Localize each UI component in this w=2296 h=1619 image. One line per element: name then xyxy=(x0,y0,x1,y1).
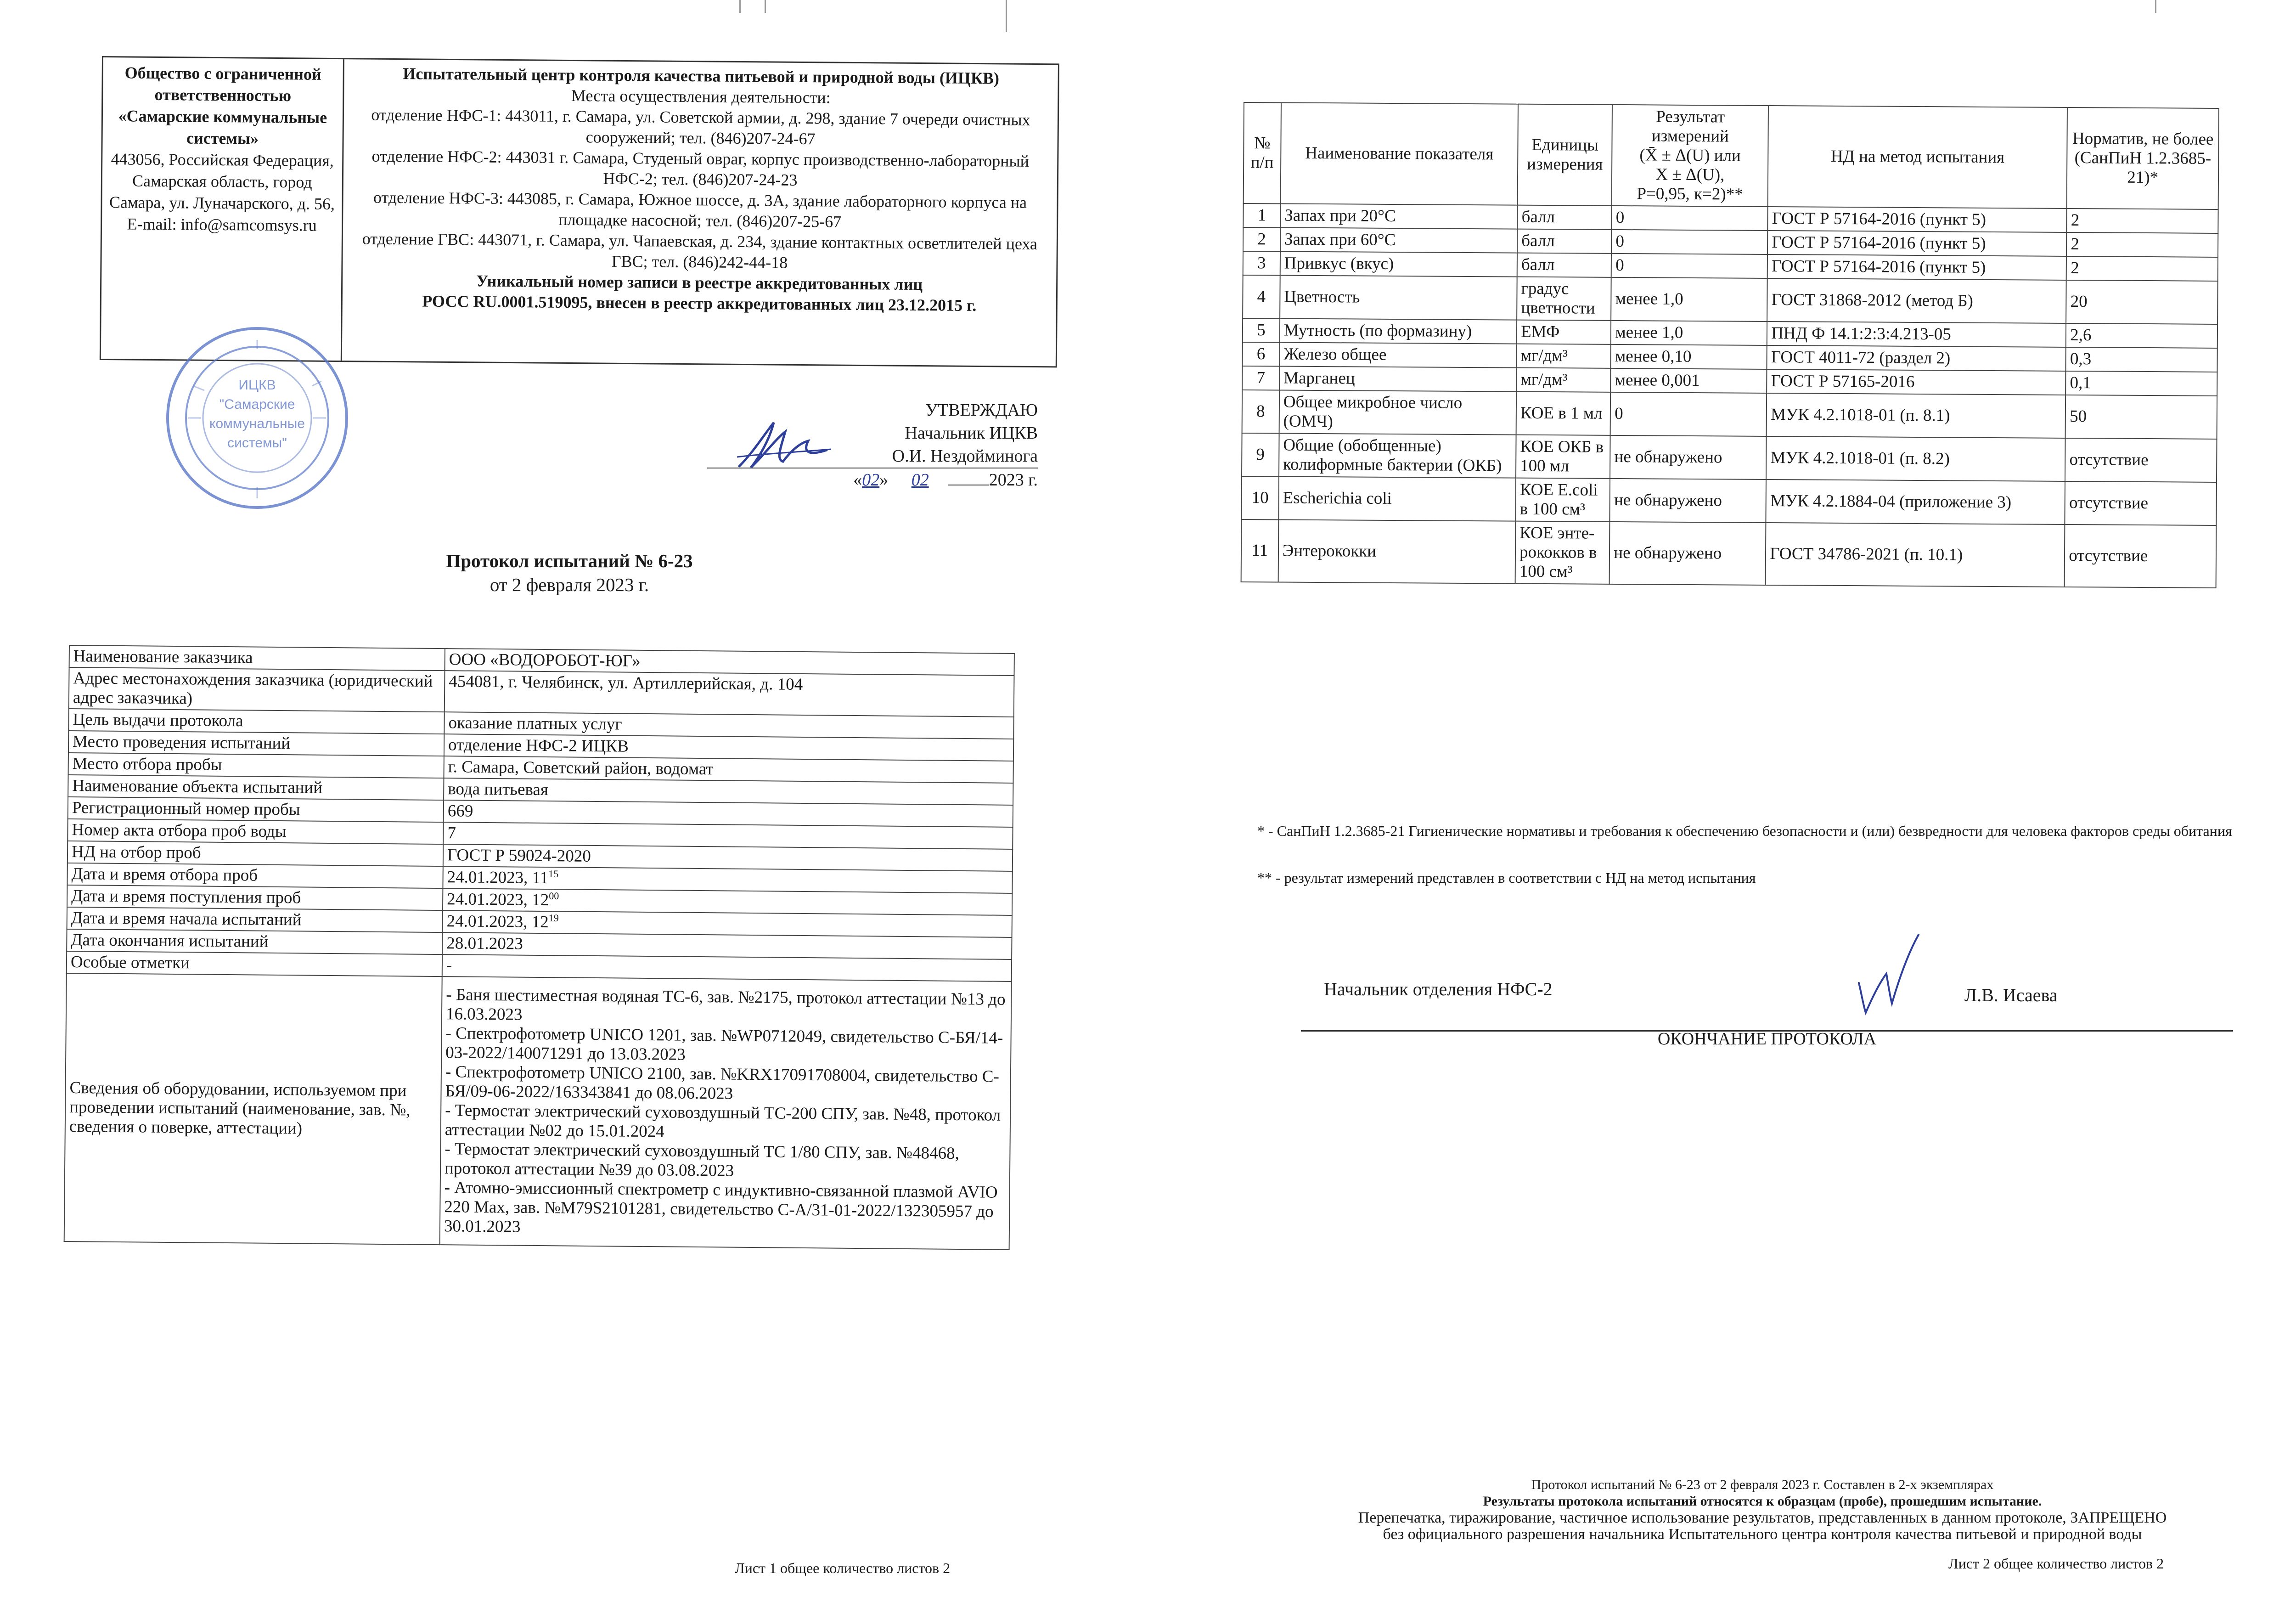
footer-copies: Протокол испытаний № 6-23 от 2 февраля 2023 г. Составлен в 2-х экземплярах xyxy=(1531,1477,1994,1492)
info-key: НД на отбор проб xyxy=(68,841,443,866)
indicator-name: Железо общее xyxy=(1279,342,1517,367)
places-title: Места осуществления деятельности: xyxy=(571,86,831,107)
row-number: 3 xyxy=(1243,251,1280,275)
organization-email: E-mail: info@samcomsys.ru xyxy=(127,214,317,235)
result: 0 xyxy=(1612,206,1768,231)
test-method: ГОСТ Р 57165-2016 xyxy=(1767,369,2065,395)
indicator-name: Привкус (вкус) xyxy=(1280,251,1518,276)
unit: КОЕ энте-рококков в 100 см³ xyxy=(1515,521,1610,584)
footnote-sanpin: * - СанПиН 1.2.3685-21 Гигиенические нормативы и требования к обеспечению безопасности и (или) безвредности для человека факторов среды обитания xyxy=(1257,823,2232,839)
equipment-list xyxy=(440,976,1012,1250)
info-value-minutes: 15 xyxy=(548,868,559,880)
approval-year: 2023 г. xyxy=(989,470,1038,490)
scan-edge-mark xyxy=(739,0,741,13)
result: менее 0,10 xyxy=(1611,344,1767,369)
test-center-name: Испытательный центр контроля качества питьевой и природной воды (ИЦКВ) xyxy=(403,64,1000,88)
footer-prohibition: Перепечатка, тиражирование, частичное использование результатов, представленных в данном протоколе, ЗАПРЕЩЕНО xyxy=(1358,1509,2167,1526)
equipment-item: - Термостат электрический суховоздушный ТС 1/80 СПУ, зав. №48468, протокол аттестации №39 до 03.08.2023 xyxy=(444,1140,960,1180)
info-key: Место проведения испытаний xyxy=(68,731,444,756)
unit: КОЕ в 1 мл xyxy=(1516,392,1611,435)
indicator-name: Мутность (по формазину) xyxy=(1280,318,1517,344)
test-method: ГОСТ 31868-2012 (метод Б) xyxy=(1767,278,2066,323)
approval-position: Начальник ИЦКВ xyxy=(905,423,1038,443)
result-row xyxy=(1241,519,2217,588)
indicator-name: Энтерококки xyxy=(1278,519,1515,583)
row-number: 5 xyxy=(1243,318,1280,342)
approval-word: УТВЕРЖДАЮ xyxy=(925,401,1038,420)
unit: балл xyxy=(1517,253,1612,277)
row-number: 11 xyxy=(1241,519,1279,582)
info-key: Номер акта отбора проб воды xyxy=(68,819,443,844)
test-method: МУК 4.2.1018-01 (п. 8.2) xyxy=(1766,436,2065,481)
norm-value: отсутствие xyxy=(2065,438,2217,482)
result-row xyxy=(1241,476,2217,525)
info-key: Особые отметки xyxy=(67,951,442,976)
info-value-text: 24.01.2023, 12 xyxy=(447,890,549,910)
info-value-text: отделение НФС-2 ИЦКВ xyxy=(448,735,629,756)
footer-results-note: Результаты протокола испытаний относятся к образцам (пробе), прошедшим испытание. xyxy=(1483,1494,2042,1509)
letterhead-block xyxy=(100,56,1059,367)
info-value-text: 28.01.2023 xyxy=(446,934,523,953)
info-value-text: оказание платных услуг xyxy=(448,713,622,734)
row-number: 8 xyxy=(1242,390,1279,433)
indicator-name: Цветность xyxy=(1280,275,1517,320)
unit: ЕМФ xyxy=(1517,320,1611,344)
result: менее 1,0 xyxy=(1611,321,1767,345)
test-method: ПНД Ф 14.1:2:3:4.213-05 xyxy=(1767,322,2066,347)
unit: мг/дм³ xyxy=(1516,368,1611,392)
norm-value: отсутствие xyxy=(2065,481,2217,525)
row-number: 6 xyxy=(1242,342,1279,366)
approval-person: О.И. Нездойминога xyxy=(707,445,1038,468)
col-method: НД на метод испытания xyxy=(1768,106,2067,209)
info-key: Дата окончания испытаний xyxy=(67,929,442,954)
sign-position: Начальник отделения НФС-2 xyxy=(1324,979,1553,999)
test-method: ГОСТ Р 57164-2016 (пункт 5) xyxy=(1767,254,2066,280)
info-value-text: 7 xyxy=(447,824,456,843)
norm-value: 2,6 xyxy=(2066,323,2217,348)
stamp-line-4: системы" xyxy=(227,435,287,451)
unit: КОЕ ОКБ в 100 мл xyxy=(1516,435,1610,479)
row-number: 10 xyxy=(1241,476,1278,519)
indicator-name: Escherichia coli xyxy=(1278,476,1516,521)
page-1-footer: Лист 1 общее количество листов 2 xyxy=(735,1560,951,1576)
result: 0 xyxy=(1610,392,1767,436)
signature-head-of-department xyxy=(1840,928,1928,1020)
info-key: Наименование объекта испытаний xyxy=(68,775,444,800)
equipment-row xyxy=(64,973,1012,1250)
norm-value: 2 xyxy=(2067,209,2218,233)
scan-edge-mark xyxy=(765,0,766,13)
footer-permission: без официального разрешения начальника Испытательного центра контроля качества питьевой и природной воды xyxy=(1383,1526,2142,1543)
info-value-text: вода питьевая xyxy=(448,779,549,800)
result-row xyxy=(1243,275,2218,324)
signature-head-of-center xyxy=(730,413,836,478)
info-value-text: г. Самара, Советский район, водомат xyxy=(448,757,714,779)
row-number: 4 xyxy=(1243,275,1280,318)
indicator-name: Общее микробное число (ОМЧ) xyxy=(1279,390,1516,434)
equipment-label: Сведения об оборудовании, используемом при проведении испытаний (наименование, зав. №, сведения о поверке, аттестации) xyxy=(64,973,442,1245)
protocol-end: ОКОНЧАНИЕ ПРОТОКОЛА xyxy=(1657,1029,1877,1049)
info-value-text: ООО «ВОДОРОБОТ-ЮГ» xyxy=(449,650,641,671)
footnote-result: ** - результат измерений представлен в соответствии с НД на метод испытания xyxy=(1257,869,1756,886)
info-value-text: - xyxy=(446,956,452,975)
col-norm: Норматив, не более (СанПиН 1.2.3685-21)* xyxy=(2067,107,2219,209)
col-unit: Единицы измерения xyxy=(1518,104,1613,206)
info-key: Дата и время поступления проб xyxy=(67,885,443,910)
stamp-line-3: коммунальные xyxy=(209,416,305,431)
norm-value: 2 xyxy=(2066,256,2218,281)
test-method: ГОСТ Р 57164-2016 (пункт 5) xyxy=(1768,207,2067,232)
info-value-text: 24.01.2023, 11 xyxy=(447,868,549,888)
info-key: Цель выдачи протокола xyxy=(68,709,444,734)
row-number: 7 xyxy=(1242,366,1279,390)
registry-number: РОСС RU.0001.519095, внесен в реестр аккредитованных лиц 23.12.2015 г. xyxy=(422,292,977,315)
organization-cell xyxy=(101,57,344,361)
equipment-item: - Атомно-эмиссионный спектрометр с индуктивно-связанной плазмой AVIO 220 Max, зав. №M79S2101281, свидетельство С-А/31-01-2022/132305957 до 30.01.2023 xyxy=(444,1178,998,1236)
norm-value: 50 xyxy=(2065,395,2217,439)
info-key: Место отбора пробы xyxy=(68,753,444,778)
place-2: отделение НФС-2: 443031 г. Самара, Студеный овраг, корпус производственно-лабораторный НФС-2; тел. (846)207-24-23 xyxy=(371,147,1030,189)
indicator-name: Общие (обобщенные) колиформные бактерии (ОКБ) xyxy=(1279,433,1516,478)
norm-value: 0,1 xyxy=(2065,371,2217,396)
test-method: ГОСТ 34786-2021 (п. 10.1) xyxy=(1766,523,2065,587)
page-2-footer: Лист 2 общее количество листов 2 xyxy=(1948,1555,2164,1572)
organization-name: Общество с ограниченной ответственностью «Самарские коммунальные системы» xyxy=(118,63,327,148)
col-result: Результат измерений (X̄ ± Δ(U) или X ± Δ(U), P=0,95, к=2)** xyxy=(1612,105,1768,207)
unit: КОЕ E.coli в 100 см³ xyxy=(1516,478,1610,522)
info-key: Адрес местонахождения заказчика (юридический адрес заказчика) xyxy=(69,667,445,712)
approval-month: 02 xyxy=(911,470,929,490)
indicator-name: Запах при 60°С xyxy=(1280,227,1518,253)
info-key: Наименование заказчика xyxy=(69,645,445,671)
results-table xyxy=(1241,102,2219,588)
norm-value: 20 xyxy=(2066,280,2217,324)
row-number: 9 xyxy=(1242,433,1279,476)
test-method: ГОСТ Р 57164-2016 (пункт 5) xyxy=(1767,231,2066,256)
organization-address: 443056, Российская Федерация, Самарская область, город Самара, ул. Луначарского, д. 56, xyxy=(109,150,335,213)
info-value-minutes: 19 xyxy=(548,912,559,924)
indicator-name: Марганец xyxy=(1279,366,1517,391)
equipment-item: - Спектрофотометр UNICO 2100, зав. №KRX17091708004, свидетельство С-БЯ/09-06-2022/163343841 до 08.06.2023 xyxy=(445,1062,1000,1103)
protocol-page-2 xyxy=(1149,0,2296,1619)
info-value-text: ГОСТ Р 59024-2020 xyxy=(447,846,591,866)
result-row xyxy=(1242,433,2217,482)
equipment-item: - Термостат электрический суховоздушный ТС-200 СПУ, зав. №48, протокол аттестации №02 до 15.01.2024 xyxy=(445,1101,1001,1141)
indicator-name: Запах при 20°С xyxy=(1280,203,1518,229)
info-value-text: 24.01.2023, 12 xyxy=(446,912,549,932)
place-3: отделение НФС-3: 443085, г. Самара, Южное шоссе, д. 3А, здание лабораторного корпуса на площадке насосной; тел. (846)207-25-67 xyxy=(373,188,1027,231)
result: менее 0,001 xyxy=(1610,368,1767,393)
info-value-text: 669 xyxy=(447,801,473,821)
approval-day: 02 xyxy=(862,470,880,490)
test-center-cell xyxy=(342,59,1058,366)
info-value xyxy=(445,671,1014,717)
sample-info-table xyxy=(64,645,1015,1250)
equipment-item: - Спектрофотометр UNICO 1201, зав. №WP0712049, свидетельство С-БЯ/14-03-2022/140071291 до 13.03.2023 xyxy=(445,1024,1003,1064)
row-number: 1 xyxy=(1243,203,1280,227)
result-row xyxy=(1242,390,2217,439)
result: 0 xyxy=(1611,230,1767,254)
result: не обнаружено xyxy=(1609,522,1766,585)
scan-edge-mark xyxy=(1006,0,1007,32)
protocol-title xyxy=(367,549,771,597)
info-key: Регистрационный номер пробы xyxy=(68,797,444,822)
result: не обнаружено xyxy=(1610,479,1767,523)
unit: балл xyxy=(1517,205,1612,230)
info-value-minutes: 00 xyxy=(549,890,559,902)
equipment-item: - Баня шестиместная водяная ТС-6, зав. №2175, протокол аттестации №13 до 16.03.2023 xyxy=(445,985,1006,1024)
place-4: отделение ГВС: 443071, г. Самара, ул. Чапаевская, д. 234, здание контактных осветлителей цеха ГВС; тел. (846)242-44-18 xyxy=(362,229,1038,272)
approval-date: «02» 02 2023 г. xyxy=(707,468,1038,491)
result: 0 xyxy=(1611,254,1767,278)
info-value-text: 454081, г. Челябинск, ул. Артиллерийская, д. 104 xyxy=(449,672,803,694)
sign-person: Л.В. Исаева xyxy=(1964,985,2058,1005)
result: не обнаружено xyxy=(1610,435,1767,479)
norm-value: отсутствие xyxy=(2065,525,2217,588)
row-number: 2 xyxy=(1243,227,1280,251)
info-key: Дата и время начала испытаний xyxy=(67,907,443,932)
col-num: № п/п xyxy=(1244,102,1281,203)
stamp-line-2: "Самарские xyxy=(219,397,295,412)
unit: градус цветности xyxy=(1517,277,1611,321)
col-indicator: Наименование показателя xyxy=(1280,102,1518,205)
organization-stamp xyxy=(161,322,354,514)
test-method: МУК 4.2.1884-04 (приложение 3) xyxy=(1766,479,2065,525)
registry-title: Уникальный номер записи в реестре аккредитованных лиц xyxy=(476,271,923,294)
scan-edge-mark xyxy=(2155,0,2156,13)
protocol-date: от 2 февраля 2023 г. xyxy=(490,574,649,595)
info-key: Дата и время отбора проб xyxy=(67,863,443,888)
stamp-line-1: ИЦКВ xyxy=(238,378,276,393)
norm-value: 2 xyxy=(2066,232,2218,257)
test-method: ГОСТ 4011-72 (раздел 2) xyxy=(1767,345,2066,371)
norm-value: 0,3 xyxy=(2066,347,2217,372)
place-1: отделение НФС-1: 443011, г. Самара, ул. Советской армии, д. 298, здание 7 очереди очистных сооружений; тел. (846)207-24-67 xyxy=(371,105,1030,148)
page-2-footer-block xyxy=(1250,1477,2274,1543)
unit: балл xyxy=(1517,229,1612,254)
protocol-number: Протокол испытаний № 6-23 xyxy=(446,550,693,571)
unit: мг/дм³ xyxy=(1517,344,1611,368)
result: менее 1,0 xyxy=(1611,277,1767,322)
test-method: МУК 4.2.1018-01 (п. 8.1) xyxy=(1767,393,2066,438)
results-header-row xyxy=(1244,102,2219,209)
